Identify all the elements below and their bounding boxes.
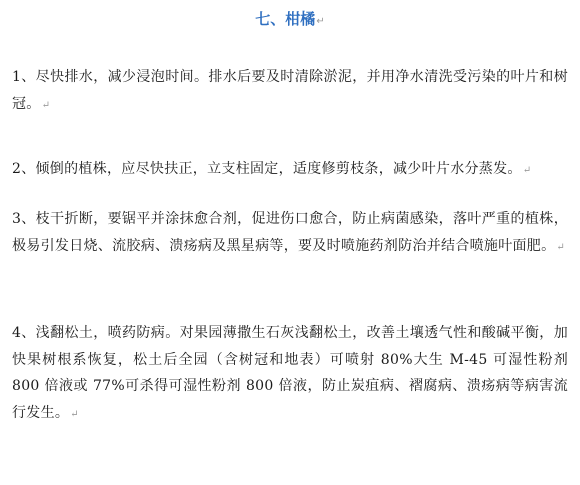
paragraph-text: 2、倾倒的植株，应尽快扶正，立支柱固定，适度修剪枝条，减少叶片水分蒸发。 [12,161,522,177]
paragraph-3 [12,206,568,261]
paragraph-mark-icon: ↵ [316,16,325,27]
paragraph-4 [12,320,568,428]
paragraph-2 [12,156,568,185]
paragraph-mark-icon: ↵ [70,408,79,420]
paragraph-text: 1、尽快排水，减少浸泡时间。排水后要及时清除淤泥，并用净水清洗受污染的叶片和树冠。 [12,69,568,112]
paragraph-text: 3、枝干折断，要锯平并涂抹愈合剂，促进伤口愈合，防止病菌感染，落叶严重的植株，极易引发日烧、流胶病、溃疡病及黑星病等，要及时喷施药剂防治并结合喷施叶面肥。 [12,211,568,254]
section-title [0,8,580,33]
paragraph-text: 4、浅翻松土，喷药防病。对果园薄撒生石灰浅翻松土，改善土壤透气性和酸碱平衡，加快果树根系恢复，松土后全园（含树冠和地表）可喷射 80%大生 M-45 可湿性粉剂 800 倍液或 77%可杀得可湿性粉剂 800 倍液，防止炭疽病、褶腐病、溃疡病等病害流行发生。 [12,325,568,421]
section-title-text: 七、柑橘 [255,10,316,28]
paragraph-mark-icon: ↵ [522,165,532,176]
paragraph-mark-icon: ↵ [556,241,566,253]
paragraph-1 [12,64,568,119]
paragraph-mark-icon: ↵ [41,99,51,111]
